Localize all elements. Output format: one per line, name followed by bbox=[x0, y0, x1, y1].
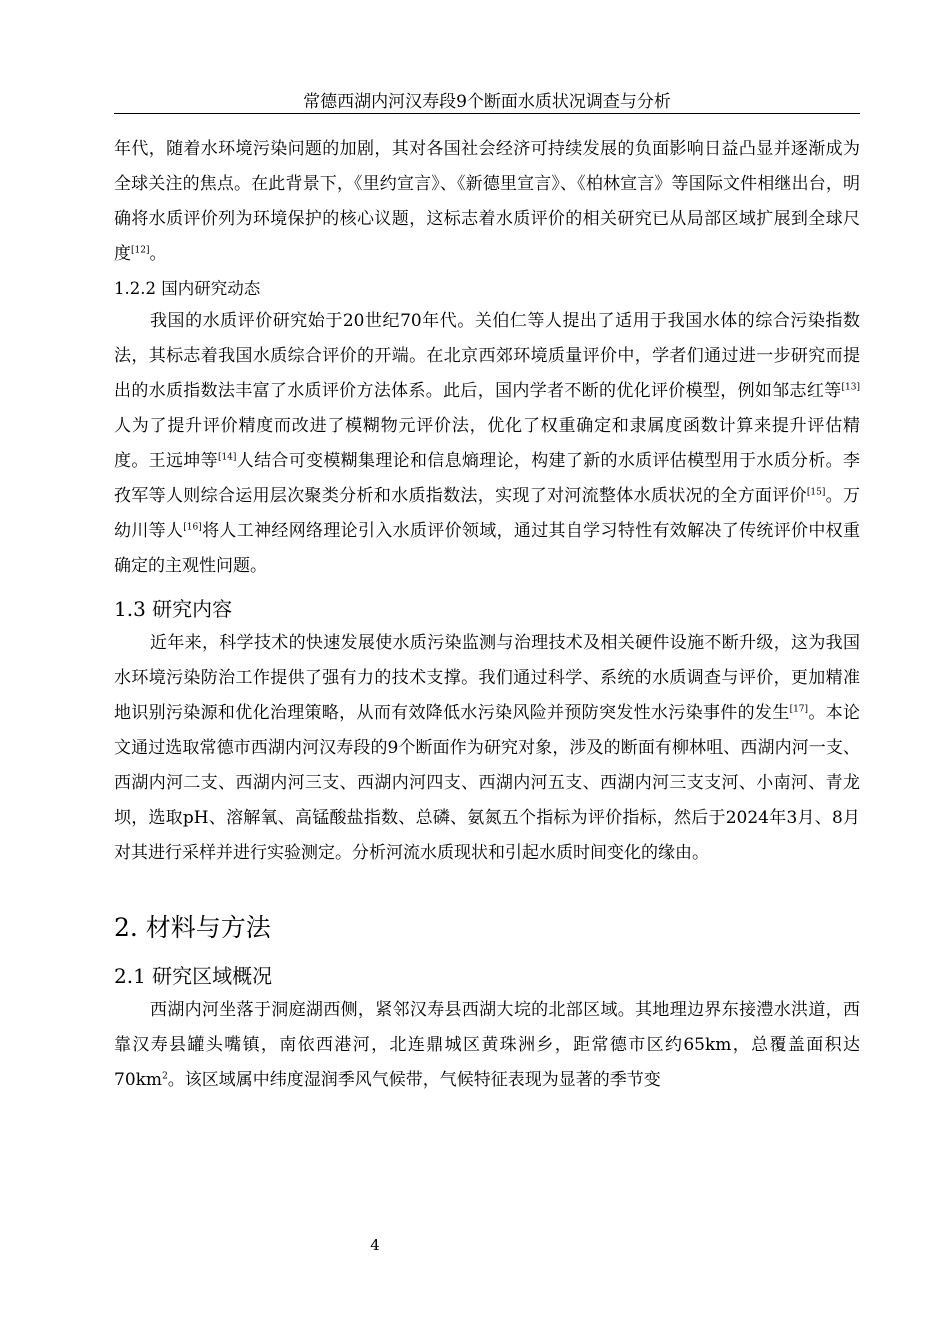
paragraph-text: 。 bbox=[149, 244, 167, 264]
paragraph-text: 我国的水质评价研究始于20世纪70年代。关伯仁等人提出了适用于我国水体的综合污染指数法，其标志着我国水质综合评价的开端。在北京西郊环境质量评价中，学者们通过进一步研究而提出的水质指数法丰富了水质评价方法体系。此后，国内学者不断的优化评价模型，例如邹志红等 bbox=[114, 311, 860, 401]
paragraph-text: 人结合可变模糊集理论和信息熵理论，构建了新的水质评估模型用于水质分析。李孜军等人则综合运用层次聚类分析和水质指数法，实现了对河流整体水质状况的全方面评价 bbox=[114, 451, 861, 506]
paragraph-research-content bbox=[114, 626, 860, 871]
superscript: 2 bbox=[162, 1071, 168, 1082]
paragraph-text: 将人工神经网络理论引入水质评价领域，通过其自学习特性有效解决了传统评价中权重确定的主观性问题。 bbox=[114, 521, 861, 576]
page-body bbox=[114, 132, 860, 1098]
heading-1-3: 1.3 研究内容 bbox=[114, 597, 233, 621]
paragraph-text: 。万幼川等人 bbox=[114, 486, 861, 541]
page-number: 4 bbox=[370, 1236, 380, 1254]
heading-1-2-2: 1.2.2 国内研究动态 bbox=[114, 279, 261, 298]
running-header: 常德西湖内河汉寿段9个断面水质状况调查与分析 bbox=[114, 92, 860, 114]
heading-2: 2. 材料与方法 bbox=[114, 913, 271, 942]
citation-ref: [17] bbox=[789, 704, 809, 715]
citation-ref: [13] bbox=[841, 382, 860, 393]
paragraph-study-area bbox=[114, 993, 860, 1098]
paragraph-text: 。本论文通过选取常德市西湖内河汉寿段的9个断面作为研究对象，涉及的断面有柳林咀、西湖内河一支、西湖内河二支、西湖内河三支、西湖内河四支、西湖内河五支、西湖内河三支支河、小南河、青龙坝，选取pH、溶解氧、高锰酸盐指数、总磷、氨氮五个指标为评价指标，然后于2024年3月、8月对其进行采样并进行实验测定。分析河流水质现状和引起水质时间变化的缘由。 bbox=[114, 703, 861, 863]
paragraph-text: 人为了提升评价精度而改进了模糊物元评价法，优化了权重确定和隶属度函数计算来提升评估精度。王远坤等 bbox=[114, 416, 860, 471]
citation-ref: [16] bbox=[183, 522, 202, 533]
paragraph-text: 年代，随着水环境污染问题的加剧，其对各国社会经济可持续发展的负面影响日益凸显并逐渐成为全球关注的焦点。在此背景下，《里约宣言》、《新德里宣言》、《柏林宣言》等国际文件相继出台，明确将水质评价列为环境保护的核心议题，这标志着水质评价的相关研究已从局部区域扩展到全球尺度 bbox=[114, 139, 860, 264]
paragraph-text: 西湖内河坐落于洞庭湖西侧，紧邻汉寿县西湖大垸的北部区域。其地理边界东接澧水洪道，西靠汉寿县罐头嘴镇，南依西港河，北连鼎城区黄珠洲乡，距常德市区约65km，总覆盖面积达70km bbox=[114, 1000, 860, 1090]
citation-ref: [15] bbox=[806, 487, 826, 498]
paragraph-domestic-research bbox=[114, 304, 860, 584]
citation-ref: [12] bbox=[131, 245, 150, 256]
heading-2-1: 2.1 研究区域概况 bbox=[114, 964, 273, 988]
citation-ref: [14] bbox=[217, 452, 237, 463]
paragraph-text: 。该区域属中纬度湿润季风气候带，气候特征表现为显著的季节变 bbox=[167, 1070, 661, 1090]
paragraph-text: 近年来，科学技术的快速发展使水质污染监测与治理技术及相关硬件设施不断升级，这为我国水环境污染防治工作提供了强有力的技术支撑。我们通过科学、系统的水质调查与评价，更加精准地识别污染源和优化治理策略，从而有效降低水污染风险并预防突发性水污染事件的发生 bbox=[114, 633, 860, 723]
paragraph-intro-continuation bbox=[114, 132, 860, 272]
